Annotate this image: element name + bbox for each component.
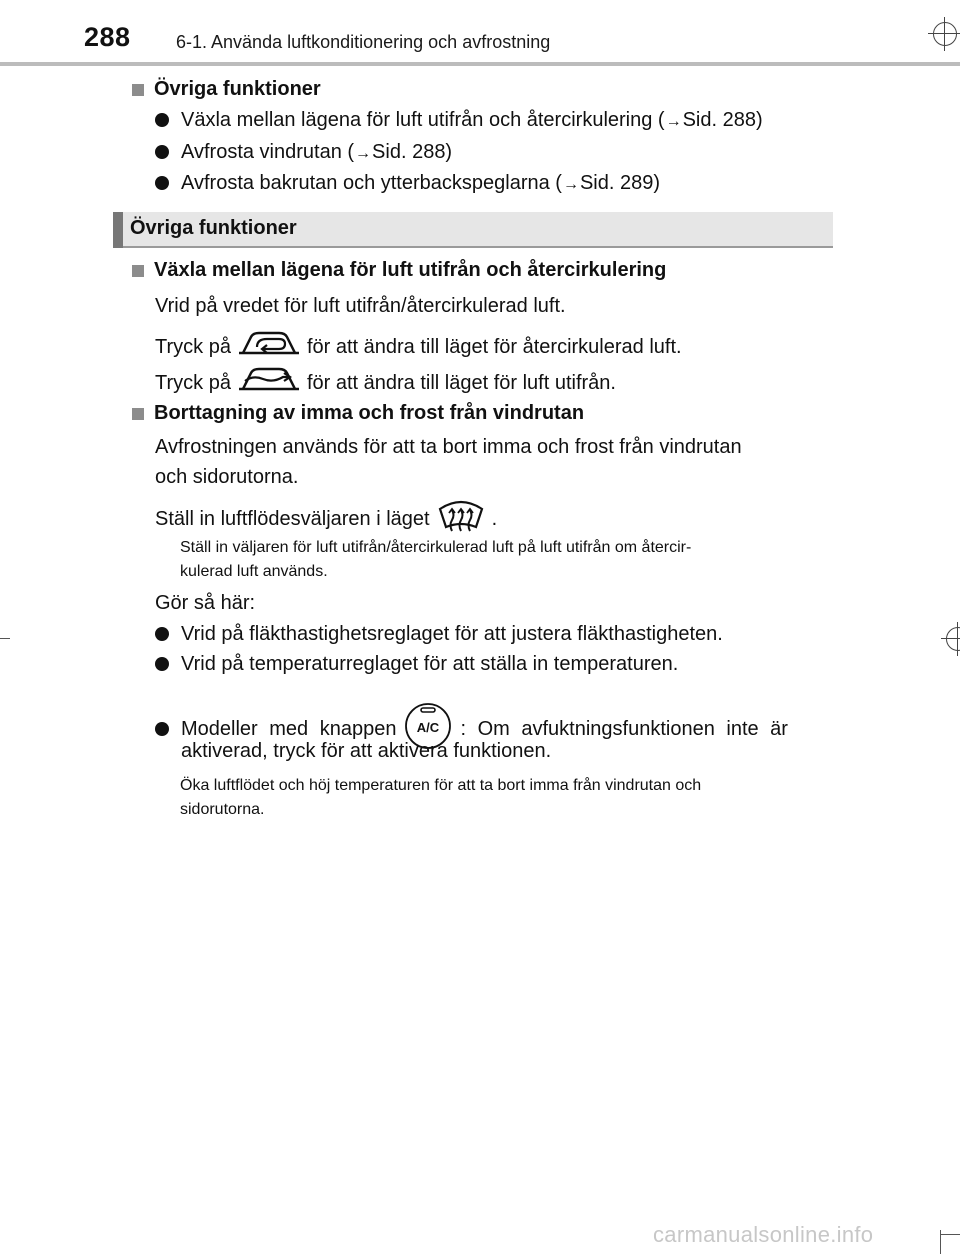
defog-note-line: Ställ in väljaren för luft utifrån/återcirkulerad luft på luft utifrån om återcir- (180, 539, 692, 556)
registration-mark-top-icon (933, 22, 957, 46)
square-bullet-icon (132, 265, 144, 277)
text: . (491, 507, 498, 530)
watermark: carmanualsonline.info (653, 1222, 874, 1247)
list-item (155, 623, 723, 646)
defog-heading-text: Borttagning av imma och frost från vindrutan (154, 402, 585, 424)
overview-heading (132, 78, 321, 101)
overview-heading-text: Övriga funktioner (154, 78, 321, 100)
list-item (155, 172, 660, 195)
defog-note-line: kulerad luft används. (180, 563, 328, 580)
bullet-icon (155, 176, 169, 190)
chapter-title: 6-1. Använda luftkonditionering och avfrostning (176, 32, 551, 52)
crop-mark (940, 1230, 941, 1254)
section-bar-accent (113, 212, 123, 248)
list-item-text: Vrid på fläkthastighetsreglaget för att justera fläkthastigheten. (181, 623, 723, 645)
switch-mode-outside-line (155, 363, 616, 403)
list-item-text: Avfrosta bakrutan och ytterbackspeglarna ( (181, 172, 562, 194)
ac-button-label: A/C (417, 720, 440, 735)
page-number: 288 (84, 22, 131, 52)
crop-mark (940, 1234, 960, 1235)
arrow-right-icon: → (562, 176, 579, 193)
square-bullet-icon (132, 408, 144, 420)
windshield-defrost-icon (436, 497, 486, 541)
list-item-text: Modeller med knappen (181, 717, 397, 740)
text: Tryck på (155, 371, 231, 394)
list-item (155, 653, 678, 676)
switch-mode-recirc-line (155, 327, 682, 367)
list-item (155, 109, 763, 132)
ac-line-continued: aktiverad, tryck för att aktivera funktionen. (181, 740, 552, 762)
section-bar-label: Övriga funktioner (130, 217, 297, 239)
list-item (155, 141, 452, 164)
defog-paragraph-line: Avfrostningen används för att ta bort imma och frost från vindrutan (155, 436, 742, 458)
bullet-icon (155, 657, 169, 671)
bullet-icon (155, 113, 169, 127)
page-reference-link[interactable]: Sid. 289) (579, 172, 661, 194)
page-reference-link[interactable]: Sid. 288) (682, 109, 763, 131)
defog-note-line: sidorutorna. (180, 801, 265, 818)
defog-heading (132, 402, 584, 425)
switch-mode-heading (132, 259, 666, 282)
outside-air-icon (237, 363, 301, 403)
registration-mark-middle-icon (946, 627, 960, 651)
text: Ställ in luftflödesväljaren i läget (155, 507, 430, 530)
arrow-right-icon: → (665, 113, 682, 130)
list-item-text: Avfrosta vindrutan ( (181, 141, 355, 163)
section-bar (113, 212, 833, 248)
switch-mode-line: Vrid på vredet för luft utifrån/återcirkulerad luft. (155, 295, 566, 317)
page-reference-link[interactable]: Sid. 288) (372, 141, 453, 163)
arrow-right-icon: → (355, 145, 372, 162)
list-item-text: : Om avfuktningsfunktionen inte är (460, 717, 788, 740)
bullet-icon (155, 627, 169, 641)
recirculated-air-icon (237, 327, 301, 367)
bullet-icon (155, 145, 169, 159)
square-bullet-icon (132, 84, 144, 96)
text: för att ändra till läget för återcirkulerad luft. (306, 335, 682, 358)
list-item-text: Vrid på temperaturreglaget för att ställa in temperaturen. (181, 653, 679, 675)
header-divider (0, 62, 960, 66)
defog-note-line: Öka luftflödet och höj temperaturen för att ta bort imma från vindrutan och (180, 777, 702, 794)
switch-mode-heading-text: Växla mellan lägena för luft utifrån och återcirkulering (154, 259, 667, 281)
text: Tryck på (155, 335, 231, 358)
defog-mode-line (155, 497, 497, 541)
bullet-icon (155, 722, 169, 736)
text: för att ändra till läget för luft utifrån. (306, 371, 616, 394)
list-item-text: Växla mellan lägena för luft utifrån och återcirkulering ( (181, 109, 665, 131)
defog-how-label: Gör så här: (155, 592, 256, 614)
defog-paragraph-line: och sidorutorna. (155, 466, 299, 488)
crop-mark (0, 638, 10, 639)
